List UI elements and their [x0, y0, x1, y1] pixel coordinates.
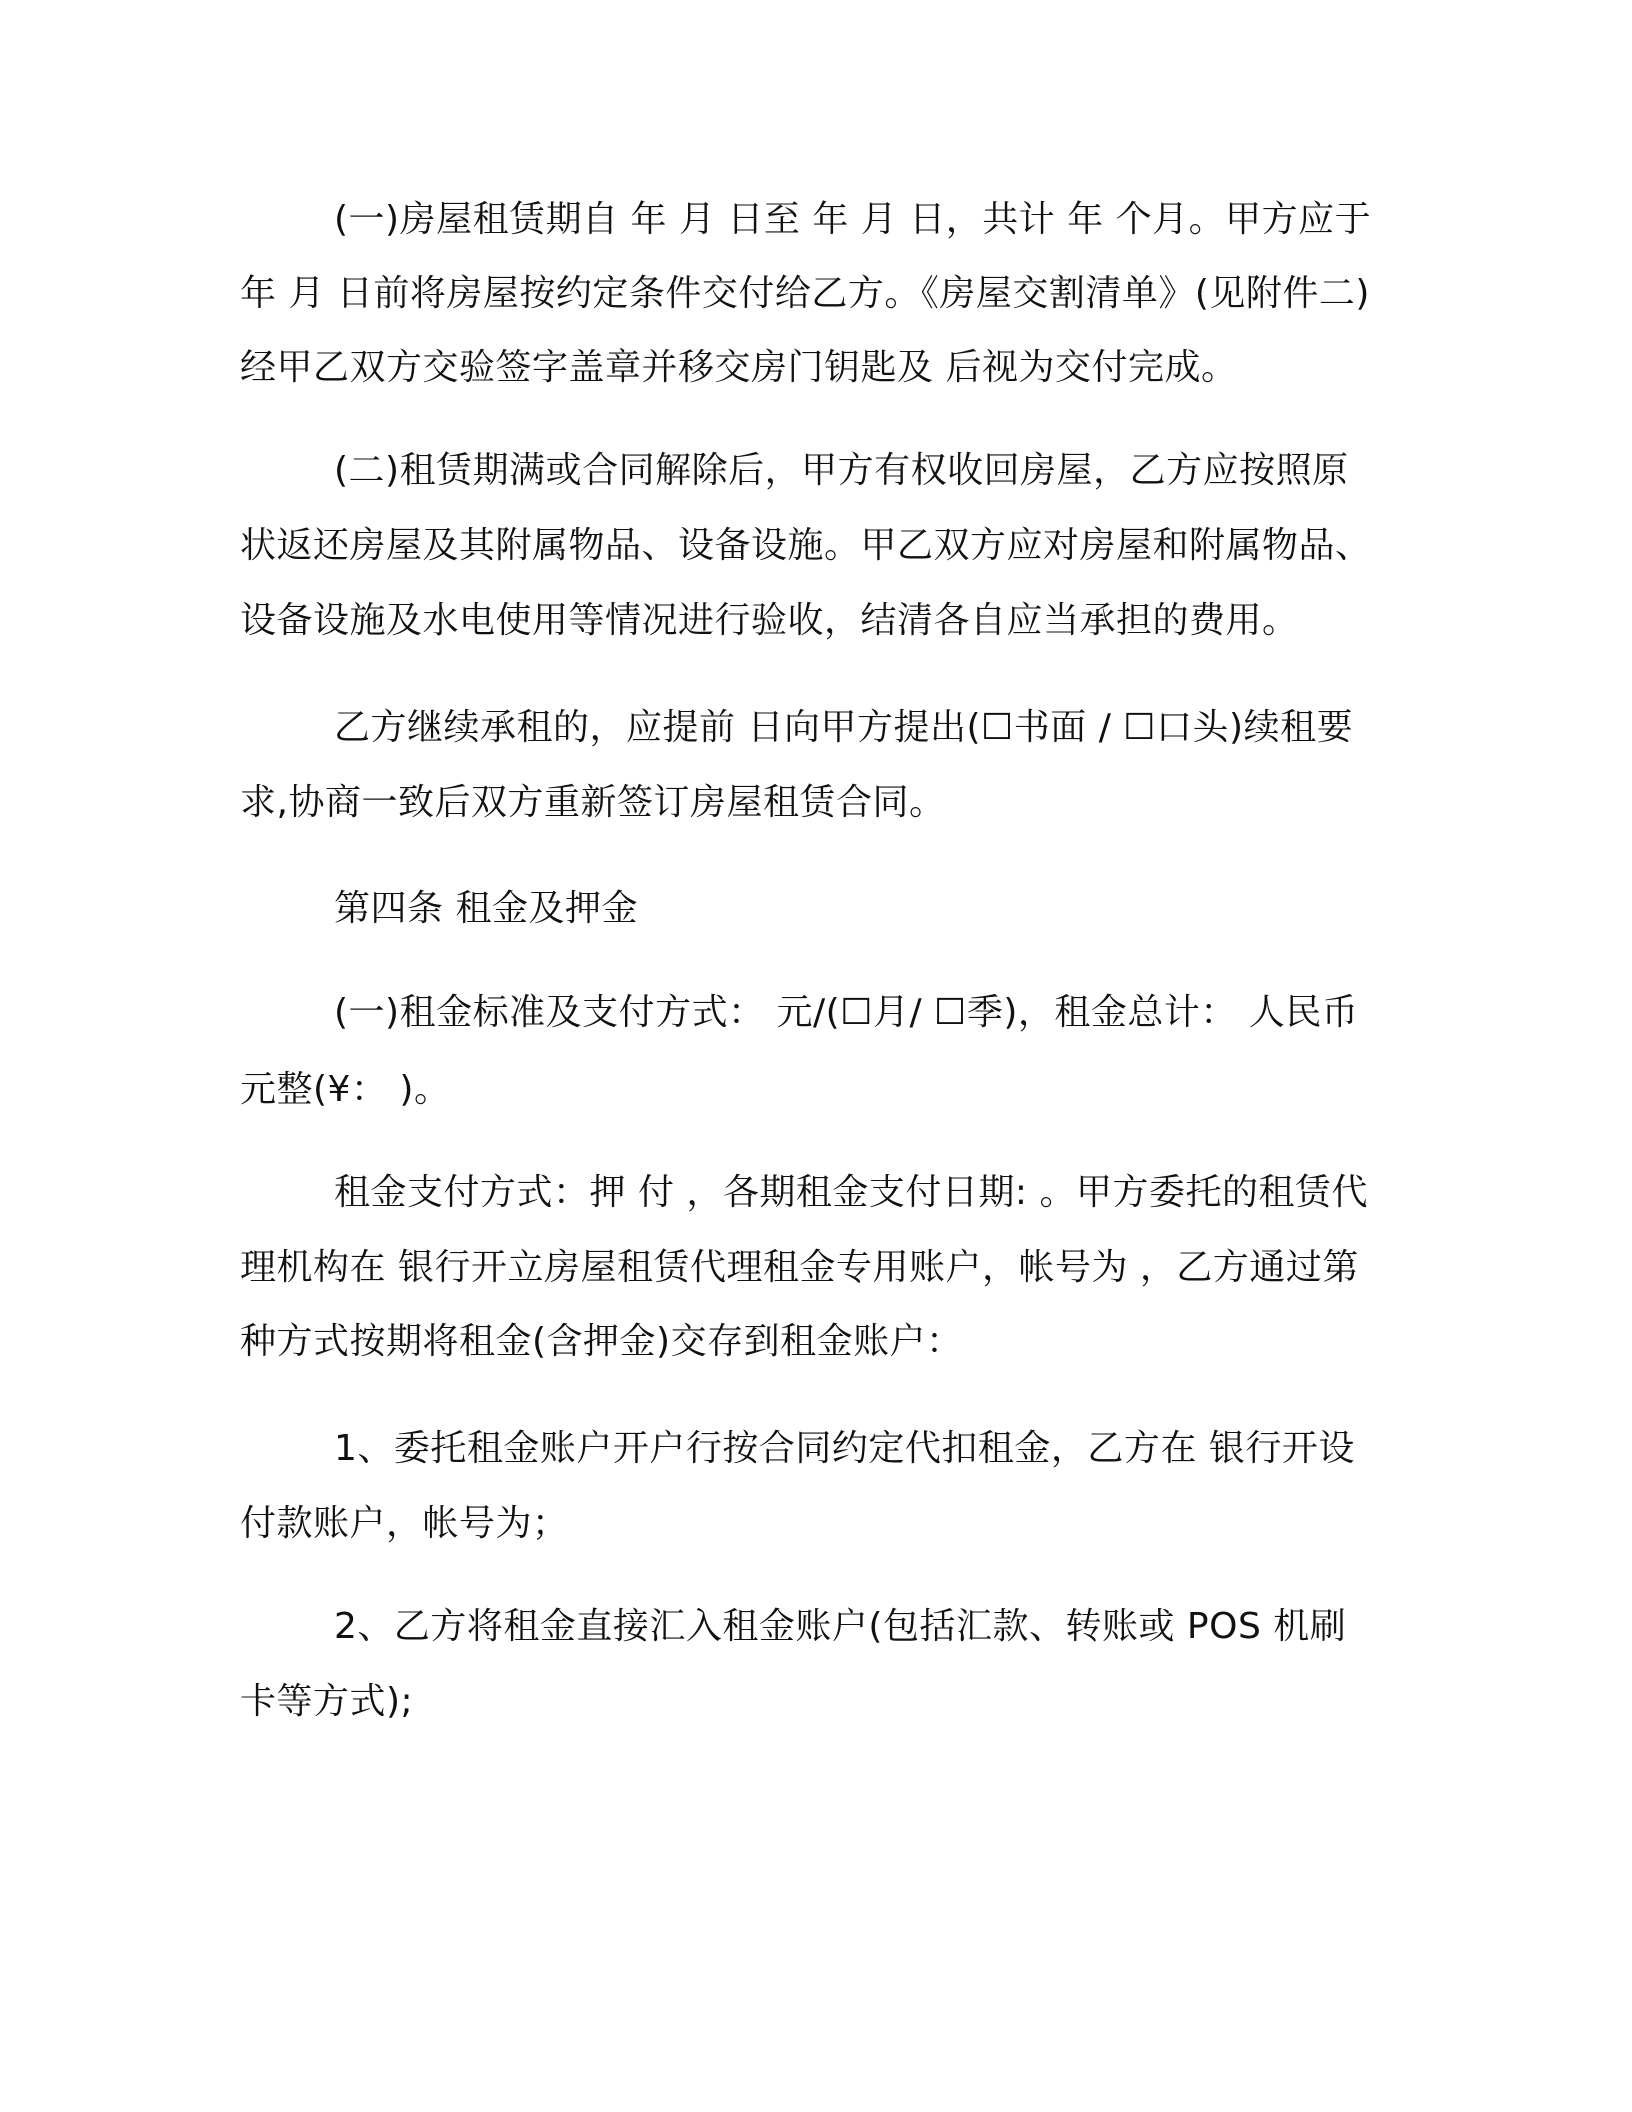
clause-renewal-line-1: 乙方继续承租的，应提前 日向甲方提出(☐书面 / ☐口头)续租要 — [334, 707, 1354, 748]
clause-lease-term-line-1: (一)房屋租赁期自 年 月 日至 年 月 日，共计 年 个月。甲方应于 — [334, 199, 1372, 240]
payment-option-1-line-1: 1、委托租金账户开户行按合同约定代扣租金，乙方在 银行开设 — [334, 1428, 1355, 1469]
article-four-heading: 第四条 租金及押金 — [334, 888, 638, 929]
clause-payment-method-line-3: 种方式按期将租金(含押金)交存到租金账户： — [240, 1321, 963, 1362]
clause-lease-term-line-2: 年 月 日前将房屋按约定条件交付给乙方。《房屋交割清单》(见附件二) — [240, 273, 1370, 314]
payment-option-2-line-2: 卡等方式); — [240, 1681, 414, 1722]
clause-rent-standard-line-2: 元整(¥： )。 — [240, 1069, 451, 1110]
clause-rent-standard-line-1: (一)租金标准及支付方式： 元/(☐月/ ☐季)，租金总计： 人民币 — [334, 992, 1359, 1033]
clause-expiry-line-1: (二)租赁期满或合同解除后，甲方有权收回房屋，乙方应按照原 — [334, 450, 1349, 491]
payment-option-1-line-2: 付款账户，帐号为； — [240, 1503, 569, 1544]
clause-payment-method-line-2: 理机构在 银行开立房屋租赁代理租金专用账户，帐号为 ，乙方通过第 — [240, 1247, 1359, 1288]
clause-expiry-line-3: 设备设施及水电使用等情况进行验收，结清各自应当承担的费用。 — [240, 600, 1299, 641]
clause-lease-term-line-3: 经甲乙双方交验签字盖章并移交房门钥匙及 后视为交付完成。 — [240, 347, 1238, 388]
payment-option-2-line-1: 2、乙方将租金直接汇入租金账户(包括汇款、转账或 POS 机刷 — [334, 1606, 1347, 1647]
clause-payment-method-line-1: 租金支付方式：押 付 ，各期租金支付日期: 。甲方委托的租赁代 — [334, 1172, 1368, 1213]
clause-renewal-line-2: 求,协商一致后双方重新签订房屋租赁合同。 — [240, 782, 946, 823]
clause-expiry-line-2: 状返还房屋及其附属物品、设备设施。甲乙双方应对房屋和附属物品、 — [240, 525, 1372, 566]
